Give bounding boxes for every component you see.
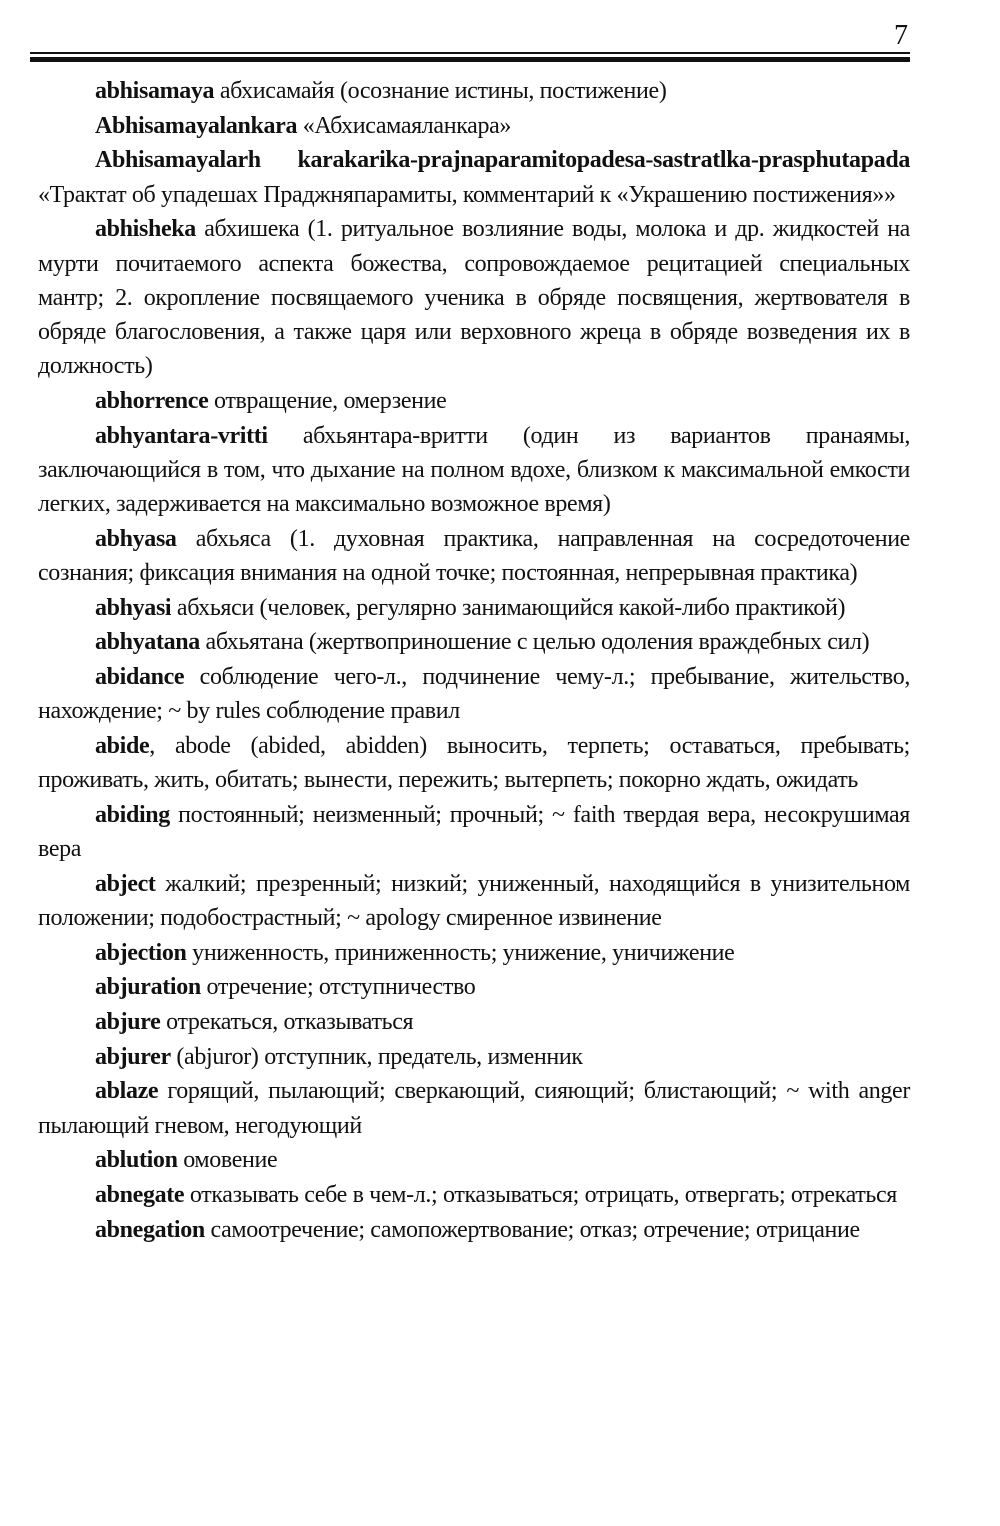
definition: абхьяси (человек, регулярно занимающийся какой-либо практикой) (171, 594, 846, 621)
headword: abiding (95, 801, 170, 828)
headword: abhisheka (95, 216, 196, 243)
definition: униженность, приниженность; унижение, уничижение (186, 939, 735, 966)
headword: abhyatana (95, 629, 200, 656)
dictionary-entry (38, 212, 910, 383)
dictionary-entry (38, 867, 910, 935)
headword: ablaze (95, 1078, 159, 1105)
headword: abjure (95, 1008, 161, 1035)
headword: abnegation (95, 1216, 205, 1243)
dictionary-entry (38, 798, 910, 866)
page-number: 7 (894, 20, 908, 51)
headword: abhorrence (95, 387, 209, 414)
definition: жалкий; презренный; низкий; униженный, находящийся в унизительном положении; подобострастный; ~ apology смиренное извинение (38, 870, 910, 931)
dictionary-entry (38, 522, 910, 590)
headword: abjuration (95, 974, 201, 1001)
definition: отрекаться, отказываться (160, 1008, 414, 1035)
headword: abject (95, 870, 156, 897)
dictionary-entry (38, 1040, 910, 1074)
definition: соблюдение чего-л., подчинение чему-л.; пребывание, жительство, нахождение; ~ by rules соблюдение правил (38, 663, 910, 725)
definition: «Трактат об упадешах Праджняпарамиты, комментарий к «Украшению постижения»» (38, 181, 896, 208)
header-rule-thick (30, 57, 910, 62)
definition: отказывать себе в чем-л.; отказываться; отрицать, отвергать; отрекаться (184, 1182, 897, 1208)
dictionary-entry (38, 729, 910, 797)
definition: постоянный; неизменный; прочный; ~ faith твердая вера, несокрушимая вера (38, 801, 910, 862)
definition: (abjuror) отступник, предатель, изменник (170, 1043, 583, 1070)
dictionary-entry (38, 419, 910, 522)
definition: горящий, пылающий; сверкающий, сияющий; блистающий; ~ with anger пылающий гневом, негодующий (38, 1078, 910, 1139)
dictionary-entry (38, 1178, 910, 1212)
headword: abhyasi (95, 594, 172, 621)
definition: самоотречение; самопожертвование; отказ; отречение; отрицание (204, 1216, 860, 1243)
dictionary-entry (38, 1143, 910, 1177)
dictionary-entry (38, 109, 910, 143)
dictionary-entry (38, 660, 910, 728)
header-rule-thin (30, 52, 910, 54)
definition: абхьятана (жертвоприношение с целью одоления враждебных сил) (199, 629, 870, 656)
definition: абхишека (1. ритуальное возлияние воды, молока и др. жидкостей на мурти почитаемого аспекта божества, сопровождаемое рецитацией специальных мантр; 2. окропление посвящаемого ученика в обряде посвящения, жертвователя в обряде благословения, а также царя или верховного жреца в обряде возведения их в должность) (38, 216, 910, 380)
definition: , abode (abided, abidden) выносить, терпеть; оставаться, пребывать; проживать, жить, обитать; вынести, пережить; вытерпеть; покорно ждать, ожидать (38, 732, 910, 794)
headword: abide (95, 732, 150, 759)
headword: abjurer (95, 1043, 171, 1070)
dictionary-entry (38, 74, 910, 108)
definition: отвращение, омерзение (208, 387, 447, 414)
dictionary-entry (38, 1213, 910, 1247)
headword: abhyasa (95, 525, 177, 552)
dictionary-entry (38, 591, 910, 625)
definition: абхьянтара-вритти (один из вариантов пранаямы, заключающийся в том, что дыхание на полном вдохе, близком к максимальной емкости легких, задерживается на максимально возможное время) (38, 422, 910, 517)
headword: Abhisamayalankara (95, 112, 298, 139)
dictionary-entry (38, 143, 910, 211)
definition: абхьяса (1. духовная практика, направленная на сосредоточение сознания; фиксация внимания на одной точке; постоянная, непрерывная практика) (38, 525, 910, 586)
headword: ablution (95, 1147, 178, 1174)
dictionary-entries (38, 74, 910, 1247)
headword: abidance (95, 663, 185, 690)
dictionary-entry (38, 1074, 910, 1142)
dictionary-entry (38, 1005, 910, 1039)
definition: «Абхисамаяланкара» (297, 112, 512, 139)
dictionary-entry (38, 384, 910, 418)
dictionary-entry (38, 970, 910, 1004)
headword: abnegate (95, 1182, 185, 1208)
headword: abhisamaya (95, 78, 215, 104)
headword: abhyantara-vritti (95, 422, 268, 449)
dictionary-entry (38, 936, 910, 970)
definition: абхисамайя (осознание истины, постижение) (214, 78, 667, 104)
definition: отречение; отступничество (200, 974, 476, 1001)
headword: Abhisamayalarh karakarika-prajnaparamitopadesa-sastratlka-prasphutapada (95, 147, 910, 174)
definition: омовение (177, 1147, 278, 1174)
headword: abjection (95, 939, 187, 966)
dictionary-entry (38, 625, 910, 659)
